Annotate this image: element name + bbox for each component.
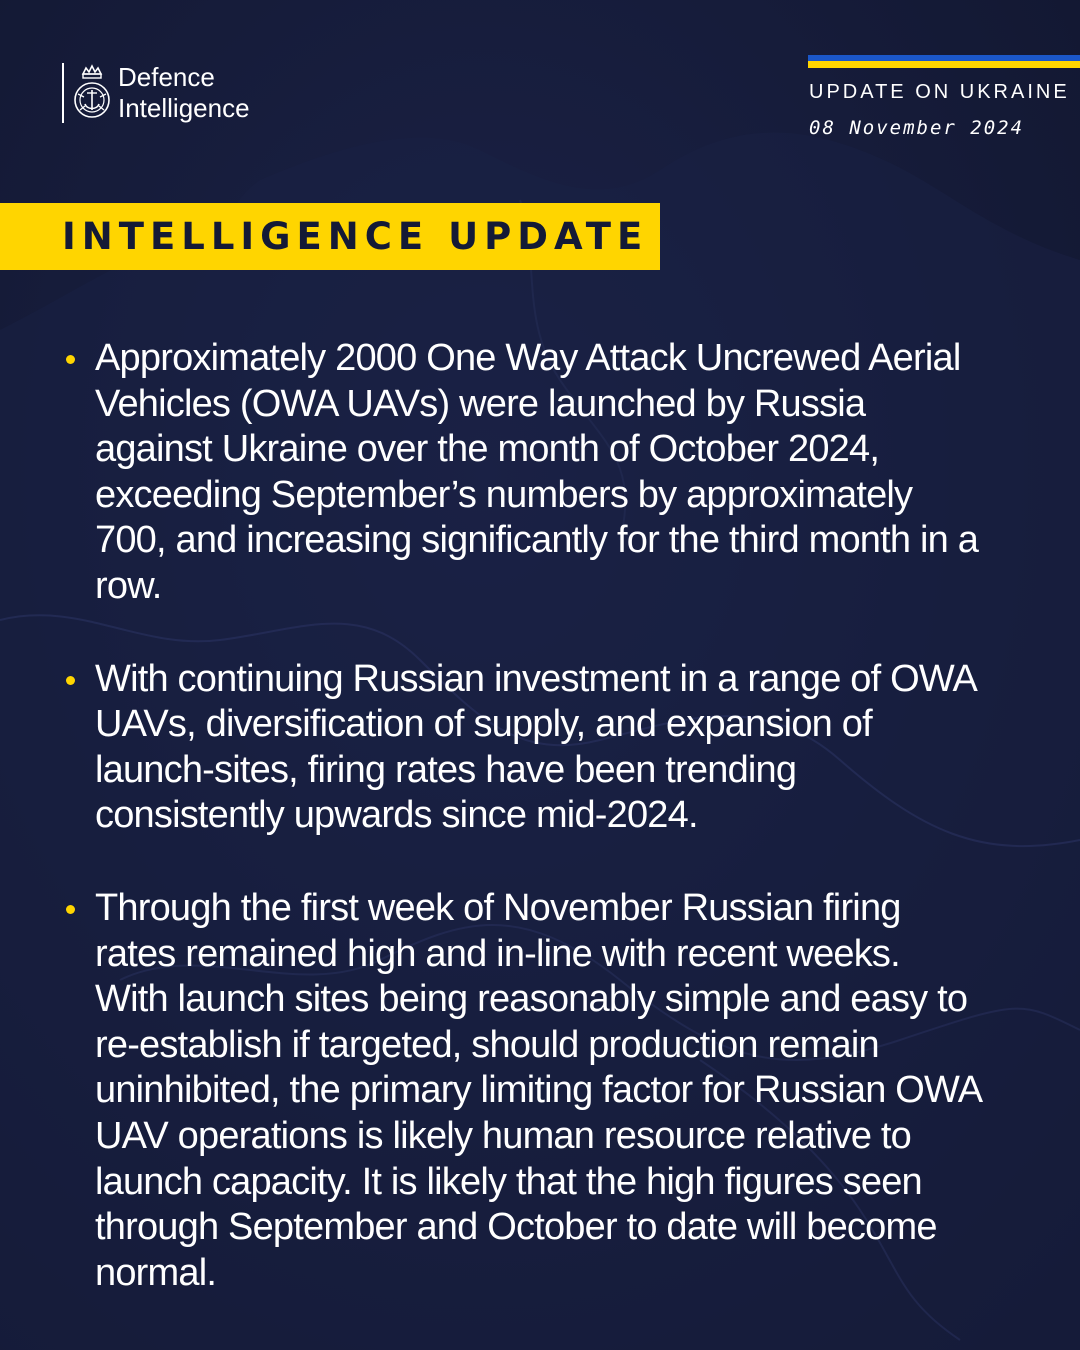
ukraine-flag-stripe xyxy=(808,55,1080,68)
intelligence-update-banner xyxy=(0,203,660,270)
bullet-text: With continuing Russian investment in a range of OWA UAVs, diversification of supply, and expansion of launch-sites, firing rates have been trending consistently upwards since mid-2024. xyxy=(95,657,975,837)
royal-crest-anchor-icon xyxy=(72,64,112,122)
bullet-dot-icon xyxy=(66,905,75,914)
bullet-text: Approximately 2000 One Way Attack Uncrewed Aerial Vehicles (OWA UAVs) were launched by Russia against Ukraine over the month of October 2024, exceeding September’s numbers by approximately 700, and increasing significantly for the third month in a row. xyxy=(95,337,979,607)
bullet-item xyxy=(62,886,982,1296)
bullet-text: Through the first week of November Russian firing rates remained high and in-line with recent weeks. With launch sites being reasonably simple and easy to re-establish if targeted, should production remain uninhibited, the primary limiting factor for Russian OWA UAV operations is likely human resource relative to launch capacity. It is likely that the high figures seen through September and October to date will become normal. xyxy=(95,886,981,1294)
update-date: 08 November 2024 xyxy=(809,117,1025,139)
banner-title: INTELLIGENCE UPDATE xyxy=(62,215,649,258)
brand-line-1: Defence xyxy=(118,62,215,92)
update-label: UPDATE ON UKRAINE xyxy=(809,81,1070,103)
bullet-item xyxy=(62,336,982,610)
flag-yellow-band xyxy=(808,61,1080,68)
bullet-dot-icon xyxy=(66,676,75,685)
bullet-item xyxy=(62,657,982,839)
logo-divider xyxy=(62,63,64,123)
bullet-dot-icon xyxy=(66,355,75,364)
brand-line-2: Intelligence xyxy=(118,93,250,123)
defence-intelligence-logo xyxy=(62,62,250,124)
bullet-list xyxy=(62,336,982,1296)
